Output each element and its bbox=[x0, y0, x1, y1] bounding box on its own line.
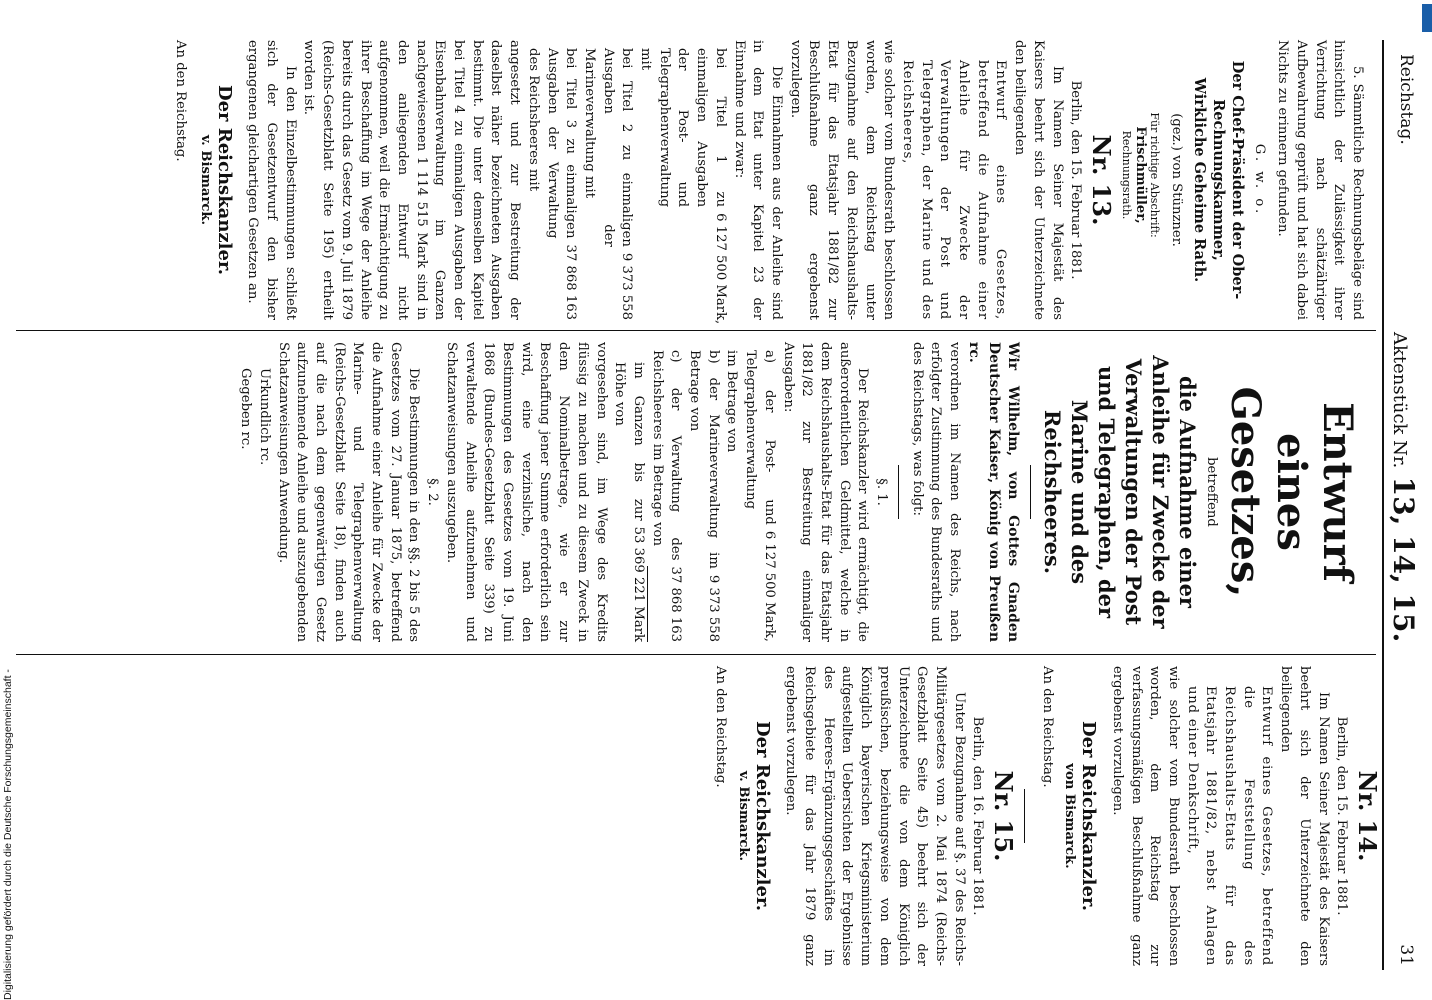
column-divider-1 bbox=[16, 330, 1376, 331]
col1-detail: In den Einzelbestimmungen schließt sich der Gesetzentwurf den bisher ergangenen gleichartigen Gesetzen an. bbox=[245, 40, 298, 320]
col1-item-3-label: bei Titel 3 zu einmaligen Ausgaben der Verwaltung des Reichsheeres mit bbox=[525, 48, 579, 239]
page-number: 31 bbox=[1396, 944, 1416, 966]
col2-item-b-amount: 9 373 558 bbox=[705, 574, 721, 642]
section-1-heading: §. 1. bbox=[874, 478, 890, 506]
draft-law-betreffend: betreffend bbox=[1204, 457, 1219, 527]
col2-item-c-label: c) der Verwaltung des Reichsheeres im Betrage von bbox=[649, 350, 684, 561]
col2-total-label: im Ganzen bis zur Höhe von bbox=[612, 362, 646, 521]
col1-income: Die Einnahmen aus der Anleihe sind in dem Etat unter Kapitel 23 der Einnahme und zwar: bbox=[731, 40, 785, 320]
col1-item-1 bbox=[635, 40, 729, 325]
heading-nr-13: Nr. 13. bbox=[1086, 134, 1116, 226]
col1-dateline: Berlin, den 15. Februar 1881. bbox=[1068, 80, 1084, 280]
col1-after: angesetzt und zur Bestreitung der daselbst näher bezeichneten Ausgaben bestimmt. Die unter demselben Kapitel bei Titel 4 zu einmaligen Ausgaben der Eisenbahnverwaltung im Ganzen nachgewiesenen 1 114 515 Mark sind in den anliegenden Entwurf nicht aufgenommen, weil die Ermächtigung zu ihrer Beschaffung im Wege der Anleihe bereits durch das Gesetz vom 9. Juli 1879 (Reichs-Gesetzblatt Seite 195) ertheilt worden ist. bbox=[301, 40, 523, 320]
running-header bbox=[1386, 30, 1420, 966]
col3-signature-title: Der Reichskanzler. bbox=[1078, 720, 1100, 912]
col2-item-b-label: b) der Marineverwaltung im Betrage von bbox=[687, 350, 721, 569]
col2-verordnen: verordnen im Namen des Reichs, nach erfolgter Zustimmung des Bundesraths und des Reichstags, was folgt: bbox=[909, 342, 963, 642]
heading-nr-15: Nr. 15. bbox=[989, 770, 1019, 862]
cert-line-1: Für richtige Abschrift: bbox=[1147, 112, 1161, 238]
heading-nr-14: Nr. 14. bbox=[1353, 770, 1382, 862]
section-1-text: Der Reichskanzler wird ermächtigt, die außerordentlichen Geldmittel, welche in dem Reichshaushalts-Etat für das Etatsjahr 1881/82 zur Bestreitung einmaliger Ausgaben: bbox=[780, 342, 871, 642]
col3-continuation: wie solcher vom Bundesrath beschlossen worden, dem Reichstag zur verfassungsmäßigen Beschlußnahme ganz ergebenst vorzulegen. bbox=[1109, 666, 1181, 966]
header-left: Reichstag. bbox=[1396, 54, 1416, 145]
col1-item-3-amount: 37 868 163 bbox=[563, 244, 579, 320]
digitization-credit-text: Digitalisierung gefördert durch die Deutsche Forschungsgemeinschaft - bbox=[2, 669, 14, 1000]
col3-dateline: Berlin, den 15. Februar 1881. bbox=[1334, 716, 1350, 916]
section-1-rest: vorgesehen sind, im Wege des Kredits flüssig zu machen und zu diesem Zweck in dem Nominalbetrage, wie er zur Beschaffung jener Summe erforderlich sein wird, eine verzinsliche, nach den Bestimmungen des Gesetzes vom 19. Juni 1868 (Bundes-Gesetzblatt Seite 339) zu verwaltende Anleihe aufzunehmen und Schatzanweisungen auszugeben. bbox=[443, 342, 609, 642]
column-3 bbox=[711, 666, 1383, 966]
col3-text-15: Unter Bezugnahme auf §. 37 des Reichs-Militärgesetzes vom 2. Mai 1874 (Reichs-Gesetzblatt Seite 45) beehrt sich der Unterzeichnete die von dem Königlich preußischen, beziehungsweise von dem Königlich bayerischen Kriegsministerium aufgestellten Uebersichten der Ergebnisse des Heeres-Ergänzungsgeschäftes im Reichsgebiete für das Jahr 1879 ganz ergebenst vorzulegen. bbox=[783, 666, 967, 966]
certification bbox=[1119, 40, 1161, 310]
col1-title-b: Wirkliche Geheime Rath. bbox=[1191, 77, 1209, 283]
column-2 bbox=[235, 342, 1374, 642]
digitization-credit bbox=[2, 40, 22, 1000]
section-2-heading: §. 2. bbox=[425, 478, 441, 506]
draft-law-subject: die Aufnahme einer Anleihe für Zwecke der Verwaltungen der Post und Telegraphen, der Marine und des Reichsheeres. bbox=[1040, 355, 1201, 629]
col2-item-a-label: a) der Post- und Telegraphenverwaltung im Betrage von bbox=[724, 350, 777, 525]
short-rule-2 bbox=[898, 465, 899, 519]
col2-item-a-amount: 6 127 500 Mark, bbox=[761, 530, 777, 642]
col3-signature-name: von Bismarck. bbox=[1062, 763, 1078, 869]
col1-item-3 bbox=[523, 40, 579, 320]
col1-continuation: wie solcher vom Bundesrath beschlossen worden, dem Reichstag unter Bezugnahme auf den Reichshaushalts-Etat für das Etatsjahr 1881/82 zur Beschlußnahme ganz ergebenst vorzulegen. bbox=[787, 40, 897, 320]
col1-item-2-label: bei Titel 2 zu einmaligen Ausgaben der Marineverwaltung mit bbox=[581, 48, 635, 247]
cert-line-2: Frischmüller, bbox=[1132, 126, 1148, 224]
col2-wir bbox=[963, 342, 1022, 642]
col2-urkundlich: Urkundlich rc. bbox=[256, 368, 272, 466]
col1-lead: Im Namen Seiner Majestät des Kaisers beehrt sich der Unterzeichnete den beiliegenden bbox=[1012, 40, 1065, 320]
col3-dateline-15: Berlin, den 16. Februar 1881. bbox=[970, 716, 986, 916]
col1-draft-title: Entwurf eines Gesetzes, betreffend die Aufnahme einer Anleihe für Zwecke der Verwaltungen der Post und Telegraphen, der Marine und des Reichsheeres, bbox=[899, 60, 1009, 320]
column-1 bbox=[171, 40, 1366, 325]
col1-item-2-amount: 9 373 558 bbox=[619, 252, 635, 320]
col3-addressee: An den Reichstag. bbox=[1039, 666, 1055, 788]
short-rule-3 bbox=[1024, 789, 1025, 843]
col2-item-a bbox=[722, 342, 778, 642]
col1-item-1-amount: 6 127 500 Mark, bbox=[712, 213, 728, 325]
cert-line-3: Rechnungsrath. bbox=[1119, 130, 1133, 220]
header-center bbox=[1387, 332, 1420, 642]
draft-law-title: Entwurf eines Gesetzes, bbox=[1222, 386, 1361, 598]
col1-signed: (gez.) von Stünzner. bbox=[1168, 113, 1184, 247]
dfg-logo bbox=[1422, 4, 1432, 32]
col1-item-1-label: bei Titel 1 zu einmaligen Ausgaben der Post- und Telegraphenverwaltung mit bbox=[638, 48, 728, 208]
header-center-big: 13, 14, 15. bbox=[1387, 476, 1420, 643]
col3-signature-title-15: Der Reichskanzler. bbox=[751, 720, 773, 912]
col3-draft-title: Entwurf eines Gesetzes, betreffend die Feststellung des Reichshaushalts-Etats für das Etatsjahr 1881/82, nebst Anlagen und einer Denkschrift, bbox=[1184, 686, 1275, 966]
section-2-text: Die Bestimmungen in den §§. 2 bis 5 des Gesetzes vom 27. Januar 1875, betreffend die Aufnahme einer Anleihe für Zwecke der Marine- und Telegraphenverwaltung (Reichs-Gesetzblatt Seite 18), finden auch auf die nach dem gegenwärtigen Gesetz aufzunehmende Anleihe und auszugebenden Schatzanweisungen Anwendung. bbox=[275, 342, 422, 642]
col2-item-c bbox=[647, 342, 684, 642]
col1-title-a: Der Chef-Präsident der Ober-Rechnungskammer, bbox=[1210, 60, 1246, 300]
col1-letters: G. w. o. bbox=[1252, 143, 1268, 217]
header-rule bbox=[1382, 40, 1384, 970]
col1-paragraph-5: 5. Sämmtliche Rechnungsbeläge sind hinsichtlich der Zulässigkeit ihrer Verrichtung nach schätzähriger Aufbewahrung geprüft und hat sich dabei Nichts zu erinnern gefunden. bbox=[1275, 40, 1365, 320]
col2-total bbox=[610, 342, 647, 642]
col2-item-c-amount: 37 868 163 bbox=[647, 566, 684, 642]
col3-addressee-15: An den Reichstag. bbox=[713, 666, 729, 788]
short-rule bbox=[1030, 465, 1031, 519]
col3-lead: Im Namen Seiner Majestät des Kaisers beehrt sich der Unterzeichnete den beiliegenden bbox=[1278, 666, 1331, 966]
col2-item-b bbox=[684, 342, 721, 642]
col1-addressee: An den Reichstag. bbox=[173, 40, 189, 162]
column-divider-2 bbox=[16, 654, 1376, 655]
header-center-small: Aktenstück Nr. bbox=[1389, 332, 1410, 469]
col1-item-2 bbox=[579, 40, 635, 320]
col1-signature-title: Der Reichskanzler. bbox=[213, 84, 235, 276]
col3-signature-name-15: v. Bismarck. bbox=[735, 770, 751, 862]
col2-total-amount: 53 369 221 Mark bbox=[630, 526, 646, 642]
col1-signature-name: v. Bismarck. bbox=[197, 134, 213, 226]
col2-wir-text: Wir Wilhelm, von Gottes Gnaden Deutscher Kaiser, König von Preußen rc. bbox=[965, 342, 1022, 642]
col2-gegeben: Gegeben rc. bbox=[238, 368, 254, 450]
